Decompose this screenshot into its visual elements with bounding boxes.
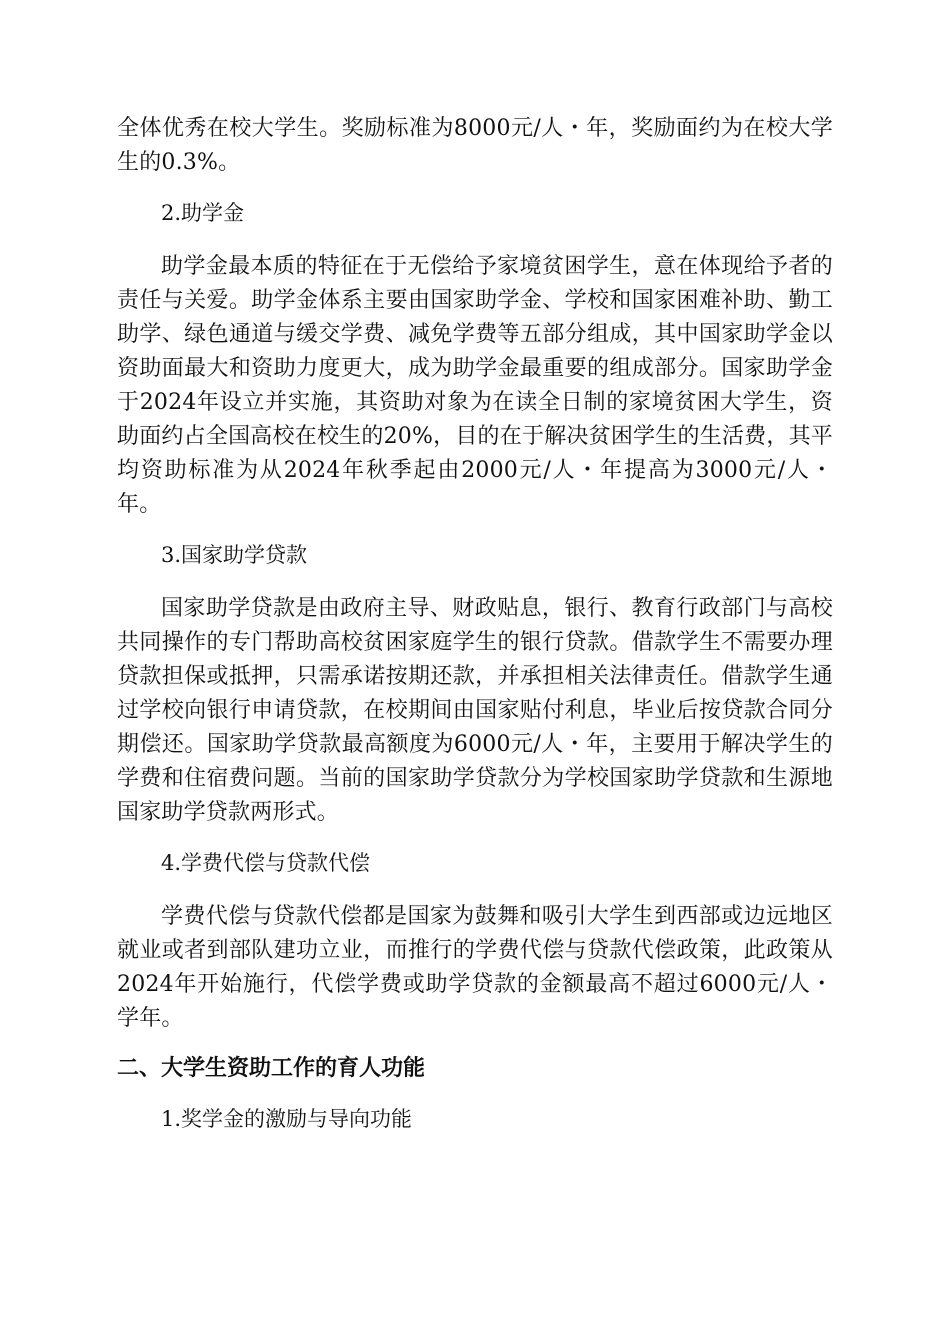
heading-scholarship-function: 1.奖学金的激励与导向功能	[161, 1107, 413, 1131]
document-body	[117, 112, 833, 1136]
heading-grants: 2.助学金	[161, 201, 245, 225]
heading-compensation: 4.学费代偿与贷款代偿	[161, 851, 371, 875]
section-title-education-function: 二、大学生资助工作的育人功能	[117, 1056, 426, 1081]
paragraph-grants: 助学金最本质的特征在于无偿给予家境贫困学生，意在体现给予者的责任与关爱。助学金体系主要由国家助学金、学校和国家困难补助、勤工助学、绿色通道与缓交学费、减免学费等五部分组成，其中国家助学金以资助面最大和资助力度更大，成为助学金最重要的组成部分。国家助学金于2024年设立并实施，其资助对象为在读全日制的家境贫困大学生，资助面约占全国高校在校生的20%，目的在于解决贫困学生的生活费，其平均资助标准为从2024年秋季起由2000元/人・年提高为3000元/人・年。	[117, 254, 833, 517]
paragraph-compensation: 学费代偿与贷款代偿都是国家为鼓舞和吸引大学生到西部或边远地区就业或者到部队建功立业，而推行的学费代偿与贷款代偿政策，此政策从2024年开始施行，代偿学费或助学贷款的金额最高不超过6000元/人・学年。	[117, 904, 833, 1031]
heading-student-loans: 3.国家助学贷款	[161, 543, 308, 567]
paragraph-intro: 全体优秀在校大学生。奖励标准为8000元/人・年，奖励面约为在校大学生的0.3%。	[117, 116, 833, 175]
paragraph-student-loans: 国家助学贷款是由政府主导、财政贴息，银行、教育行政部门与高校共同操作的专门帮助高校贫困家庭学生的银行贷款。借款学生不需要办理贷款担保或抵押，只需承诺按期还款，并承担相关法律责任。借款学生通过学校向银行申请贷款，在校期间由国家贴付利息，毕业后按贷款合同分期偿还。国家助学贷款最高额度为6000元/人・年，主要用于解决学生的学费和住宿费问题。当前的国家助学贷款分为学校国家助学贷款和生源地国家助学贷款两形式。	[117, 596, 833, 825]
